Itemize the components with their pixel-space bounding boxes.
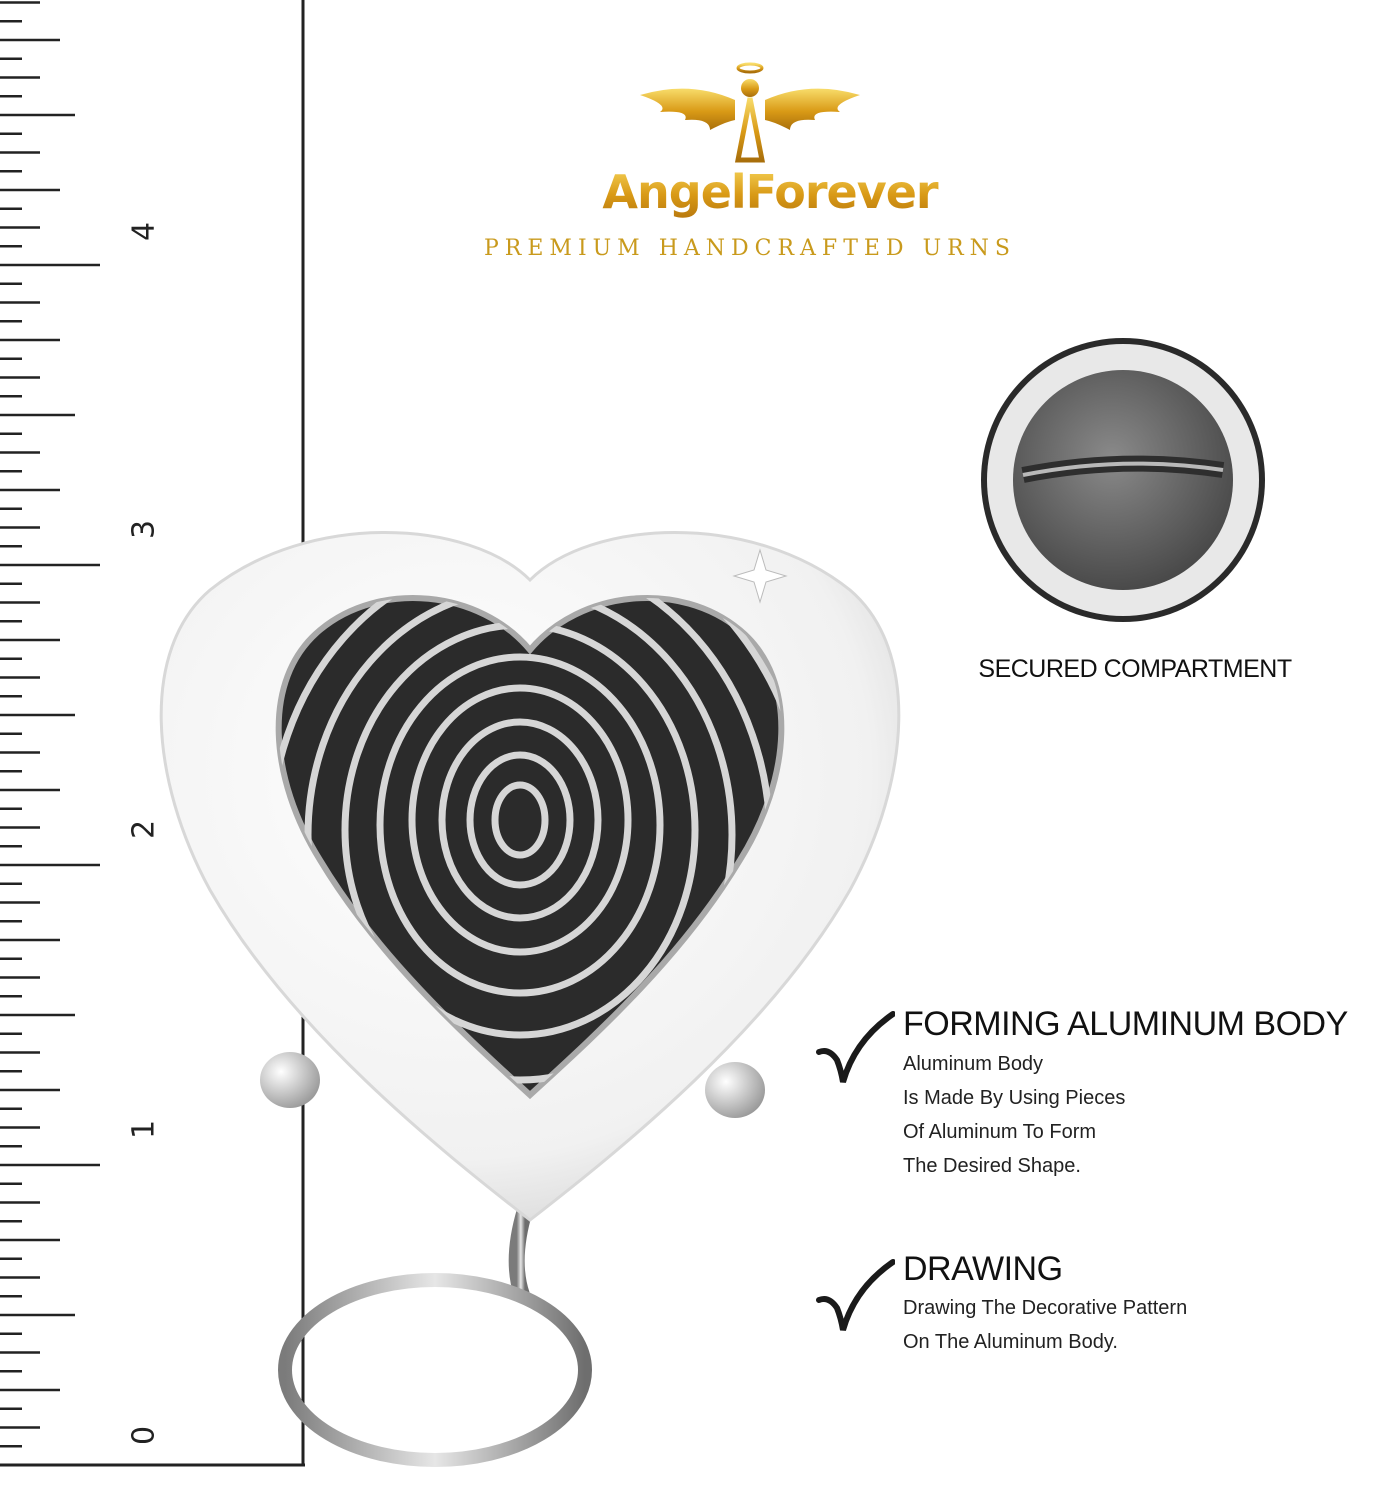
secured-compartment-image (978, 335, 1268, 625)
checkmark-icon (815, 1010, 895, 1090)
heart-urn-image (150, 520, 910, 1500)
brand-tagline: PREMIUM HANDCRAFTED URNS (483, 236, 1016, 261)
checkmark-icon (815, 1258, 895, 1338)
feature-description-forming (903, 1047, 1125, 1183)
feature-line: The Desired Shape. (903, 1155, 1081, 1177)
ruler-label-4: 4 (126, 221, 162, 242)
ruler-ticks (0, 3, 100, 1466)
feature-line: Is Made By Using Pieces (903, 1087, 1126, 1109)
ruler-label-0: 0 (126, 1425, 162, 1446)
ruler-label-3: 3 (126, 519, 162, 540)
compartment-caption: SECURED COMPARTMENT (978, 655, 1292, 683)
feature-title-forming: FORMING ALUMINUM BODY (903, 1005, 1348, 1043)
angel-wings-logo-icon (630, 60, 870, 170)
feature-line: Drawing The Decorative Pattern (903, 1297, 1188, 1319)
brand-name: AngelForever (560, 165, 980, 219)
feature-line: Of Aluminum To Form (903, 1121, 1097, 1143)
feature-description-drawing (903, 1291, 1187, 1359)
feature-line: On The Aluminum Body. (903, 1331, 1118, 1353)
ruler-label-2: 2 (126, 819, 162, 840)
feature-title-drawing: DRAWING (903, 1250, 1063, 1288)
feature-line: Aluminum Body (903, 1053, 1044, 1075)
ruler-label-1: 1 (126, 1119, 162, 1140)
